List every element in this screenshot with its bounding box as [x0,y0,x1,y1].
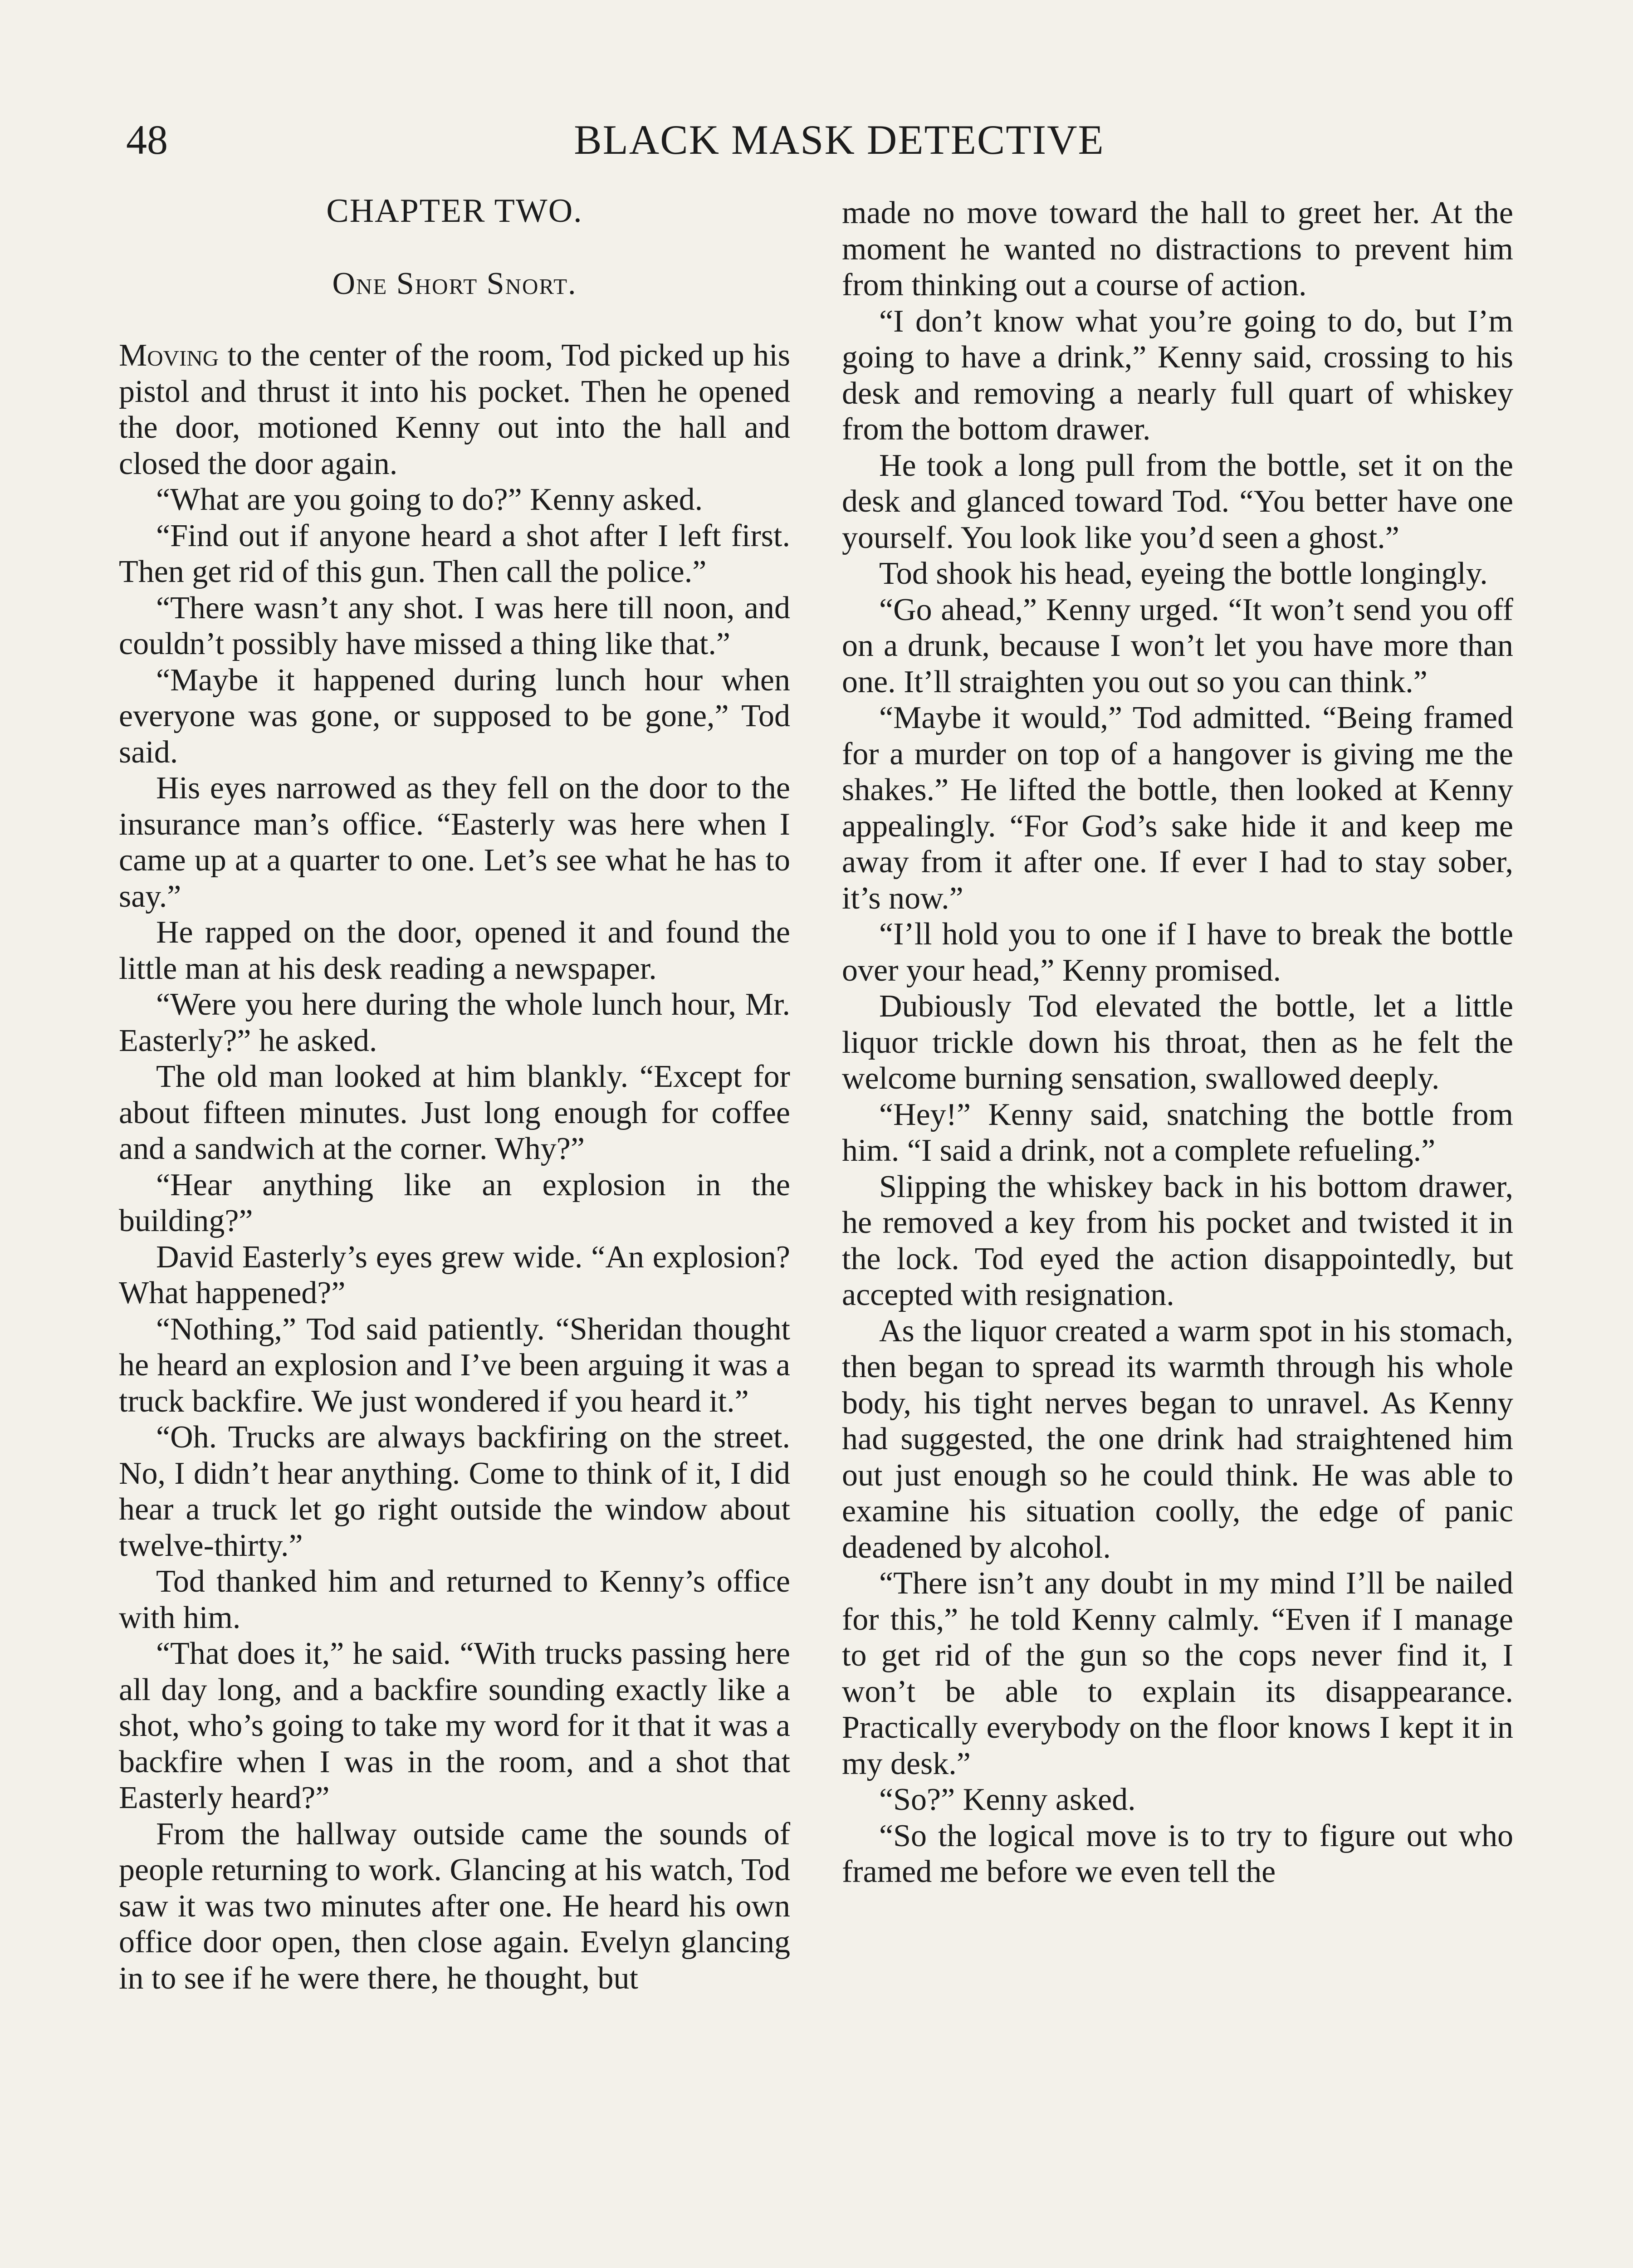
paragraph: David Easterly’s eyes grew wide. “An explosion? What happened?” [119,1239,790,1310]
paragraph: His eyes narrowed as they fell on the door to the insurance man’s office. “Easterly was here when I came up at a quarter to one. Let’s see what he has to say.” [119,771,790,914]
left-column [119,192,790,1996]
opening-paragraph [119,337,790,482]
paragraph: Tod shook his head, eyeing the bottle longingly. [879,556,1488,591]
page-number: 48 [126,117,168,163]
continued-paragraph: made no move toward the hall to greet her. At the moment he wanted no distractions to prevent him from thinking out a course of action. [842,196,1513,303]
paragraph: “Were you here during the whole lunch hour, Mr. Easterly?” he asked. [119,987,790,1058]
paragraph: Tod thanked him and returned to Kenny’s office with him. [119,1564,790,1635]
paragraph: “Maybe it would,” Tod admitted. “Being framed for a murder on top of a hangover is giving me the shakes.” He lifted the bottle, then looked at Kenny appealingly. “For God’s sake hide it and keep me away from it after one. If ever I had to stay sober, it’s now.” [842,700,1513,916]
right-column [842,195,1513,1890]
paragraph: “There wasn’t any shot. I was here till noon, and couldn’t possibly have missed a thing like that.” [119,590,790,661]
paragraph: As the liquor created a warm spot in his stomach, then began to spread its warmth through his whole body, his tight nerves began to unravel. As Kenny had suggested, the one drink had straightened him out just enough so he could think. He was able to examine his situation coolly, the edge of panic deadened by alcohol. [842,1313,1513,1565]
paragraph: “That does it,” he said. “With trucks passing here all day long, and a backfire sounding exactly like a shot, who’s going to take my word for it that it was a backfire when I was in the room, and a shot that Easterly heard?” [119,1636,790,1815]
paragraph: “Hear anything like an explosion in the building?” [119,1167,790,1238]
paragraph: “So the logical move is to try to figure out who framed me before we even tell the [842,1818,1513,1889]
paragraph: Dubiously Tod elevated the bottle, let a little liquor trickle down his throat, then as he felt the welcome burning sensation, swallowed deeply. [842,989,1513,1096]
paragraph: “Find out if anyone heard a shot after I left first. Then get rid of this gun. Then call the police.” [119,518,790,589]
paragraph: “I’ll hold you to one if I have to break the bottle over your head,” Kenny promised. [842,917,1513,988]
paragraph: “Maybe it happened during lunch hour when everyone was gone, or supposed to be gone,” Tod said. [119,662,790,770]
paragraph: “So?” Kenny asked. [879,1782,1136,1817]
paragraph: “Go ahead,” Kenny urged. “It won’t send you off on a drunk, because I won’t let you have more than one. It’ll straighten you out so you can think.” [842,592,1513,699]
paragraph: He rapped on the door, opened it and found the little man at his desk reading a newspaper. [119,915,790,986]
paragraph: “What are you going to do?” Kenny asked. [156,482,703,517]
paragraph: He took a long pull from the bottle, set it on the desk and glanced toward Tod. “You better have one yourself. You look like you’d seen a ghost.” [842,448,1513,555]
paragraph: “Hey!” Kenny said, snatching the bottle from him. “I said a drink, not a complete refueling.” [842,1097,1513,1168]
paragraph: “There isn’t any doubt in my mind I’ll be nailed for this,” he told Kenny calmly. “Even if I manage to get rid of the gun so the cops never find it, I won’t be able to explain its disappearance. Practically everybody on the floor knows I kept it in my desk.” [842,1566,1513,1781]
chapter-title: CHAPTER TWO. [326,192,583,230]
paragraph: “Oh. Trucks are always backfiring on the street. No, I didn’t hear anything. Come to think of it, I did hear a truck let go right outside the window about twelve-thirty.” [119,1420,790,1563]
paragraph: From the hallway outside came the sounds of people returning to work. Glancing at his watch, Tod saw it was two minutes after one. He heard his own office door open, then close again. Evelyn glancing in to see if he were there, he thought, but [119,1816,790,1996]
paragraph: Slipping the whiskey back in his bottom drawer, he removed a key from his pocket and twisted it in the lock. Tod eyed the action disappointedly, but accepted with resignation. [842,1169,1513,1312]
paragraph: The old man looked at him blankly. “Except for about fifteen minutes. Just long enough for coffee and a sandwich at the corner. Why?” [119,1059,790,1166]
section-title: One Short Snort. [332,266,577,301]
running-head: BLACK MASK DETECTIVE [574,117,1105,163]
opening-paragraph-text: to the center of the room, Tod picked up his pistol and thrust it into his pocket. Then he opened the door, motioned Kenny out into the hall and closed the door again. [119,338,790,481]
paragraph: “Nothing,” Tod said patiently. “Sheridan thought he heard an explosion and I’ve been arguing it was a truck backfire. We just wondered if you heard it.” [119,1311,790,1419]
paragraph: “I don’t know what you’re going to do, but I’m going to have a drink,” Kenny said, crossing to his desk and removing a nearly full quart of whiskey from the bottom drawer. [842,303,1513,447]
lead-word: Moving [119,338,219,373]
